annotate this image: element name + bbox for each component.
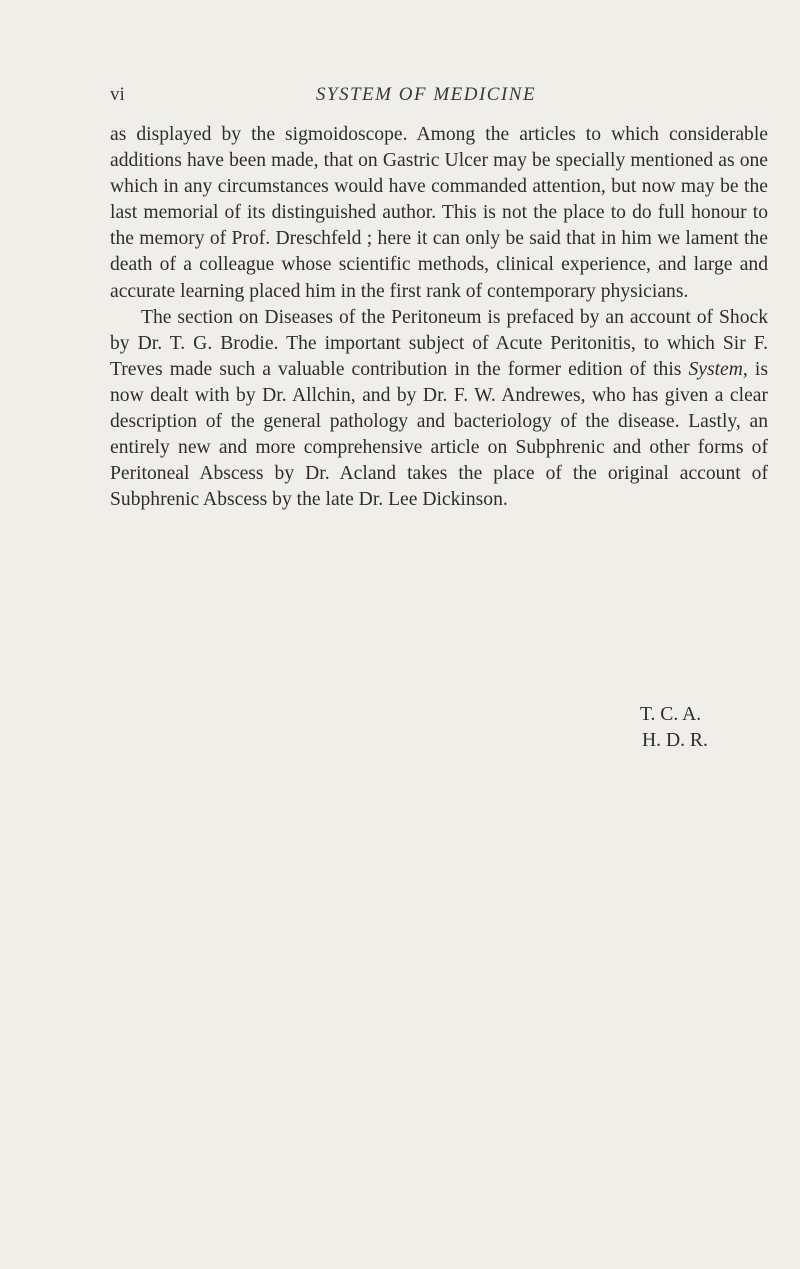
signature-initials-2: H. D. R. — [642, 730, 708, 751]
signature-initials-1: T. C. A. — [640, 704, 702, 725]
paragraph-continuation: as displayed by the sigmoidoscope. Among the articles to which considerable additions have been made, that on Gastric Ulcer may be specially mentioned as one which in any circumstances would have commanded attention, but now may be the last memorial of its distinguished author. This is not the place to do full honour to the memory of Prof. Dreschfeld ; here it can only be said that in him we lament the death of a colleague whose scientific methods, clinical experience, and large and accurate learning placed him in the first rank of contemporary physicians. — [110, 124, 768, 302]
paragraph-peritoneum — [110, 305, 768, 514]
preface-text — [110, 122, 768, 513]
running-head — [110, 80, 766, 110]
page-number: vi — [110, 84, 125, 105]
paragraph-text-after: , is now dealt with by Dr. Allchin, and by Dr. F. W. Andrewes, who has given a clear description of the general pathology and bacteriology of the disease. Lastly, an entirely new and more comprehensive article on Subphrenic and other forms of Peritoneal Abscess by Dr. Acland takes the place of the original account of Subphrenic Abscess by the late Dr. Lee Dickinson. — [110, 358, 768, 511]
paragraph-text-before: The section on Diseases of the Peritoneum is prefaced by an account of Shock by Dr. T. G. Brodie. The important subject of Acute Peritonitis, to which Sir F. Treves made such a valuable contribution in the former edition of this — [110, 306, 768, 380]
running-title: SYSTEM OF MEDICINE — [315, 84, 537, 105]
signature-block — [640, 702, 760, 754]
italic-system: System — [688, 358, 743, 380]
